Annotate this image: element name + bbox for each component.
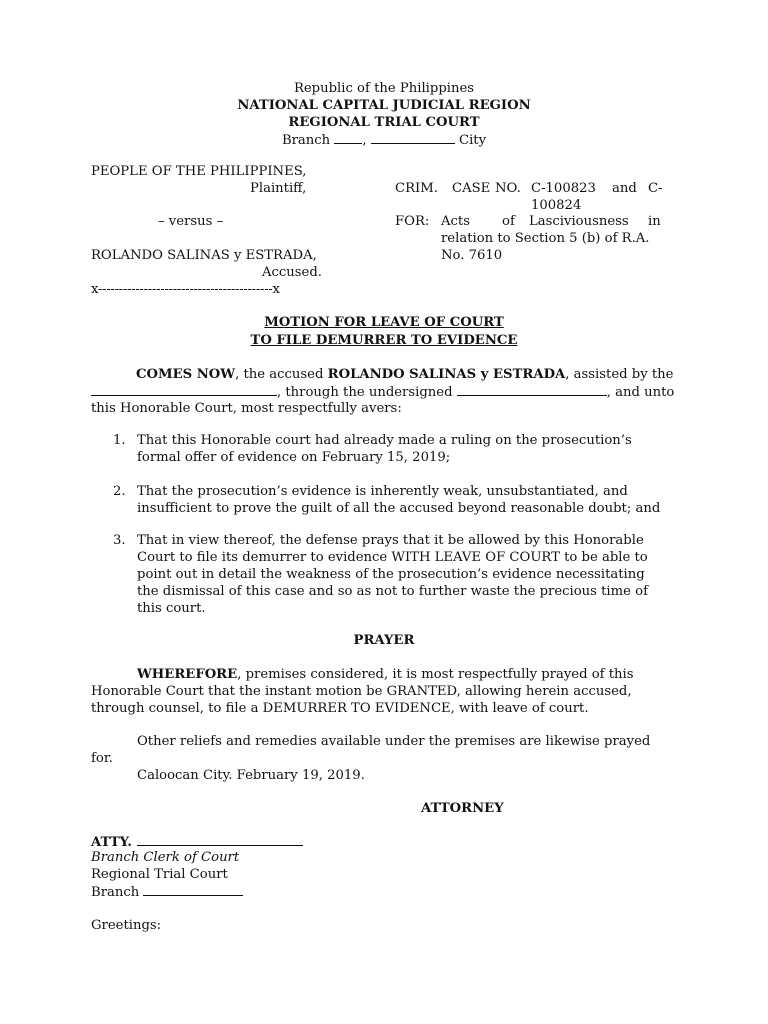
plaintiff-label: Plaintiff,: [250, 181, 307, 196]
item-3-number: 3.: [113, 533, 126, 548]
prayer-line-1: [137, 666, 634, 683]
clerk-position: Branch Clerk of Court: [91, 850, 240, 865]
item-2-line-1: That the prosecution’s evidence is inherently weak, unsubstantiated, and: [137, 484, 628, 499]
date-line: Caloocan City. February 19, 2019.: [137, 768, 365, 783]
greetings: Greetings:: [91, 918, 162, 933]
reliefs-line-1: Other reliefs and remedies available under the premises are likewise prayed: [137, 734, 651, 749]
for-word-acts: Acts: [441, 214, 470, 229]
prayer-heading: PRAYER: [353, 633, 415, 648]
addressee-branch-label: Branch: [91, 885, 140, 900]
wherefore: WHEREFORE: [137, 667, 238, 682]
for-word-of: of: [502, 214, 515, 229]
people-line: PEOPLE OF THE PHILIPPINES,: [91, 164, 307, 179]
item-3-line-2: Court to file its demurrer to evidence WITH LEAVE OF COURT to be able to: [137, 550, 648, 565]
branch-label: Branch: [281, 133, 331, 148]
item-3-line-5: this court.: [137, 601, 206, 616]
item-3-line-1: That in view thereof, the defense prays that it be allowed by this Honorable: [137, 533, 644, 548]
intro-line-2: [91, 383, 674, 401]
intro-text-4: , and unto: [606, 385, 675, 400]
case-word-no: NO.: [495, 181, 521, 196]
case-word-and: and: [612, 181, 637, 196]
addressee-court: Regional Trial Court: [91, 867, 228, 882]
city-blank: [371, 131, 455, 144]
item-3-line-4: the dismissal of this case and so as not to further waste the precious time of: [137, 584, 648, 599]
republic-line: Republic of the Philippines: [293, 81, 475, 96]
attorney-signature: ATTORNEY: [421, 801, 504, 816]
motion-title-line-2: TO FILE DEMURRER TO EVIDENCE: [250, 333, 518, 348]
item-1-number: 1.: [113, 433, 126, 448]
court-line: REGIONAL TRIAL COURT: [288, 115, 480, 130]
item-1-line-1: That this Honorable court had already made a ruling on the prosecution’s: [137, 433, 632, 448]
city-label: City: [458, 133, 487, 148]
reliefs-line-2: for.: [91, 751, 113, 766]
intro-text-2: , assisted by the: [565, 367, 674, 382]
for-line-2: relation to Section 5 (b) of R.A.: [441, 231, 650, 246]
addressee-branch-line: [91, 883, 243, 901]
case-word-crim: CRIM.: [395, 181, 438, 196]
item-1-line-2: formal offer of evidence on February 15, 2019;: [137, 450, 451, 465]
case-number-1: C-100823: [531, 181, 596, 196]
item-2-number: 2.: [113, 484, 126, 499]
prayer-line-3: through counsel, to file a DEMURRER TO EVIDENCE, with leave of court.: [91, 701, 589, 716]
case-number-2: 100824: [531, 198, 582, 213]
accused-name-caption: ROLANDO SALINAS y ESTRADA,: [91, 248, 317, 263]
region-line: NATIONAL CAPITAL JUDICIAL REGION: [237, 98, 531, 113]
branch-blank: [334, 131, 362, 144]
for-line-3: No. 7610: [441, 248, 503, 263]
prayer-line-2: Honorable Court that the instant motion be GRANTED, allowing herein accused,: [91, 684, 632, 699]
item-3-line-3: point out in detail the weakness of the prosecution’s evidence necessitating: [137, 567, 645, 582]
caption-divider: x------------------------------------------x: [91, 282, 280, 297]
intro-line-1: [91, 366, 678, 383]
for-word-lasciviousness: Lasciviousness: [529, 214, 629, 229]
intro-accused-name: ROLANDO SALINAS y ESTRADA: [327, 367, 566, 382]
branch-sep: ,: [362, 133, 367, 148]
intro-line-3: this Honorable Court, most respectfully avers:: [91, 401, 402, 416]
case-word-case: CASE: [452, 181, 491, 196]
for-word-in: in: [648, 214, 661, 229]
atty-label: ATTY.: [91, 835, 132, 850]
motion-title-line-1: MOTION FOR LEAVE OF COURT: [264, 315, 504, 330]
undersigned-blank: [457, 383, 607, 396]
addressee-branch-blank: [143, 883, 243, 896]
intro-text-3: , through the undersigned: [277, 385, 453, 400]
for-label: FOR:: [395, 214, 430, 229]
intro-text-1: , the accused: [235, 367, 328, 382]
accused-label: Accused.: [262, 265, 322, 280]
versus-label: – versus –: [158, 214, 224, 229]
item-2-line-2: insufficient to prove the guilt of all the accused beyond reasonable doubt; and: [137, 501, 661, 516]
prayer-line-1-rest: , premises considered, it is most respectfully prayed of this: [237, 667, 634, 682]
branch-city-line: [0, 131, 768, 149]
comes-now: COMES NOW: [136, 367, 236, 382]
counsel-blank: [91, 383, 277, 396]
atty-blank: [137, 833, 303, 846]
case-c-prefix: C-: [648, 181, 663, 196]
